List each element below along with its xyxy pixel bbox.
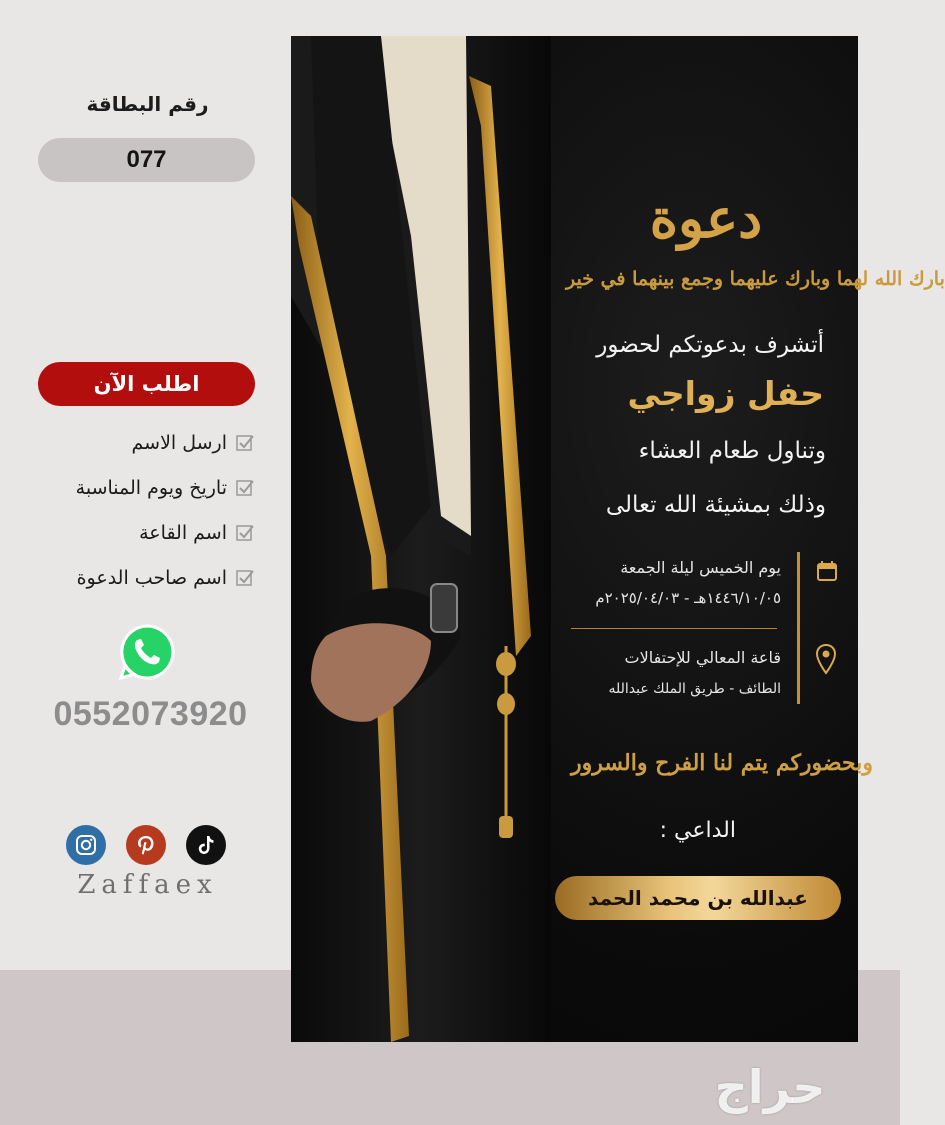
haraj-watermark: حراج <box>714 1060 826 1114</box>
invitation-card <box>291 36 945 1042</box>
card-number-badge: 077 <box>38 138 255 182</box>
blessing-calligraphy: بارك الله لهما وبارك عليهما وجمع بينهما في خير <box>566 268 945 290</box>
party-title: حفل زواجي <box>627 374 824 413</box>
checkbox-icon <box>235 433 255 453</box>
groom-figure-image <box>291 36 551 1042</box>
event-date: ١٤٤٦/١٠/٠٥هـ - ٢٠٢٥/٠٤/٠٣م <box>595 589 781 607</box>
phone-number[interactable]: 0552073920 <box>53 695 248 733</box>
order-now-button[interactable]: اطلب الآن <box>38 362 255 406</box>
checklist-item <box>40 420 255 465</box>
dinner-line: وتناول طعام العشاء <box>638 438 826 464</box>
instagram-icon[interactable] <box>66 825 106 865</box>
god-will-line: وذلك بمشيئة الله تعالى <box>605 492 826 518</box>
location-pin-icon <box>815 644 837 674</box>
checkbox-icon <box>235 523 255 543</box>
checklist-item <box>40 510 255 555</box>
venue-address: الطائف - طريق الملك عبدالله <box>608 681 781 697</box>
checklist-item-label: اسم القاعة <box>139 521 227 544</box>
checklist-item-label: اسم صاحب الدعوة <box>76 566 227 589</box>
calendar-icon <box>815 559 839 583</box>
brand-name: Zaffaex <box>77 870 218 900</box>
honor-line: أتشرف بدعوتكم لحضور <box>596 332 824 358</box>
card-number-label: رقم البطاقة <box>86 92 209 116</box>
checklist-item <box>40 555 255 600</box>
host-label: الداعي : <box>659 818 736 843</box>
whatsapp-icon[interactable] <box>117 622 177 682</box>
details-divider-vertical <box>797 552 800 704</box>
tiktok-icon[interactable] <box>186 825 226 865</box>
checkbox-icon <box>235 568 255 588</box>
joy-calligraphy: وبحضوركم يتم لنا الفرح والسرور <box>571 750 873 776</box>
pinterest-icon[interactable] <box>126 825 166 865</box>
details-divider-horizontal <box>571 628 777 629</box>
checklist-item-label: تاريخ ويوم المناسبة <box>75 476 227 499</box>
host-name: عبدالله بن محمد الحمد <box>555 876 841 920</box>
social-links <box>66 825 226 865</box>
event-day: يوم الخميس ليلة الجمعة <box>620 558 781 577</box>
requirements-checklist <box>40 420 255 600</box>
invitation-title: دعوة <box>649 186 763 250</box>
checklist-item-label: ارسل الاسم <box>131 431 227 454</box>
venue-name: قاعة المعالي للإحتفالات <box>624 648 781 667</box>
checkbox-icon <box>235 478 255 498</box>
checklist-item <box>40 465 255 510</box>
